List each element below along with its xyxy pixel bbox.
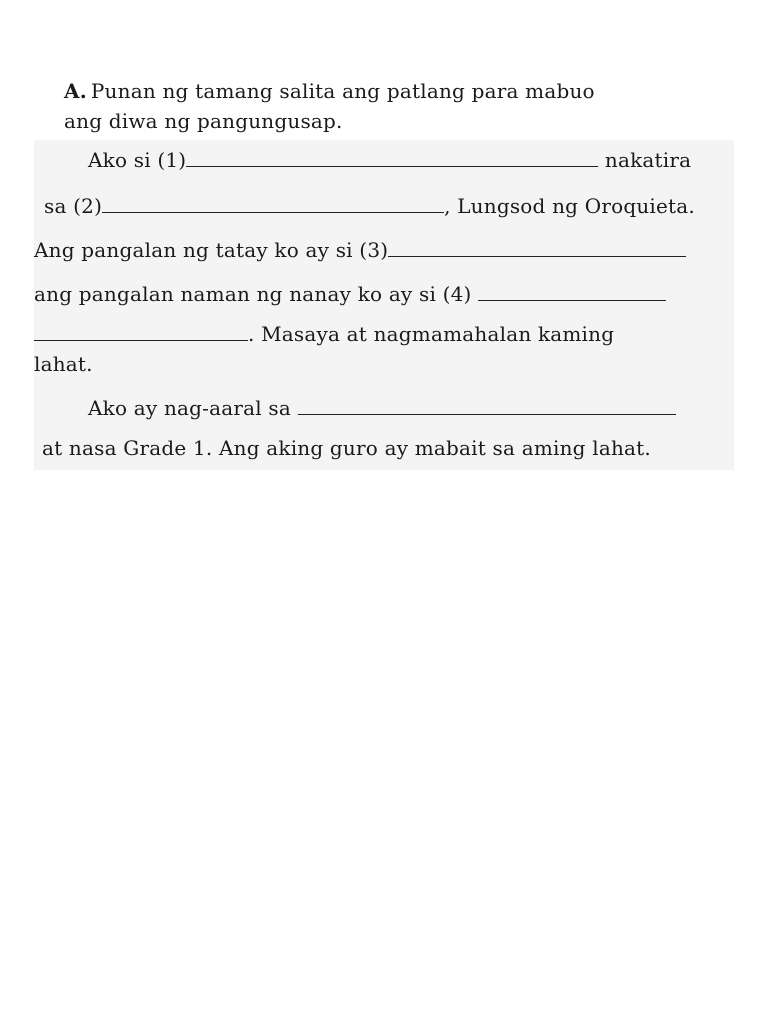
passage-text: . Masaya at nagmamahalan kaming [248,322,615,346]
passage-text: , Lungsod ng Oroquieta. [444,194,695,218]
passage-text: Ang pangalan ng tatay ko ay si (3) [34,238,389,262]
instruction-line-1 [64,76,724,106]
blank-2[interactable] [102,194,444,213]
instruction-line-2: ang diwa ng pangungusap. [64,109,343,133]
passage-line-2 [44,194,695,218]
blank-4b[interactable] [34,322,248,341]
passage-line-8: at nasa Grade 1. Ang aking guro ay mabait sa aming lahat. [42,436,651,460]
passage-text: Ako si (1) [88,148,187,172]
passage-line-5 [34,322,614,346]
passage-line-1 [88,148,691,172]
instruction-text-1: Punan ng tamang salita ang patlang para mabuo [90,79,595,103]
passage-box [34,140,734,470]
passage-text: ang pangalan naman ng nanay ko ay si (4) [34,282,479,306]
passage-text: Ako ay nag-aaral sa [88,396,298,420]
passage-line-4 [34,282,666,306]
passage-line-6: lahat. [34,352,93,376]
passage-text: nakatira [598,148,692,172]
instruction [64,76,724,136]
blank-5[interactable] [298,396,676,415]
blank-1[interactable] [186,148,598,167]
passage-text: sa (2) [44,194,103,218]
blank-4a[interactable] [478,282,666,301]
passage-line-7 [88,396,676,420]
passage-line-3 [34,238,686,262]
item-letter: A. [64,79,87,103]
blank-3[interactable] [388,238,686,257]
